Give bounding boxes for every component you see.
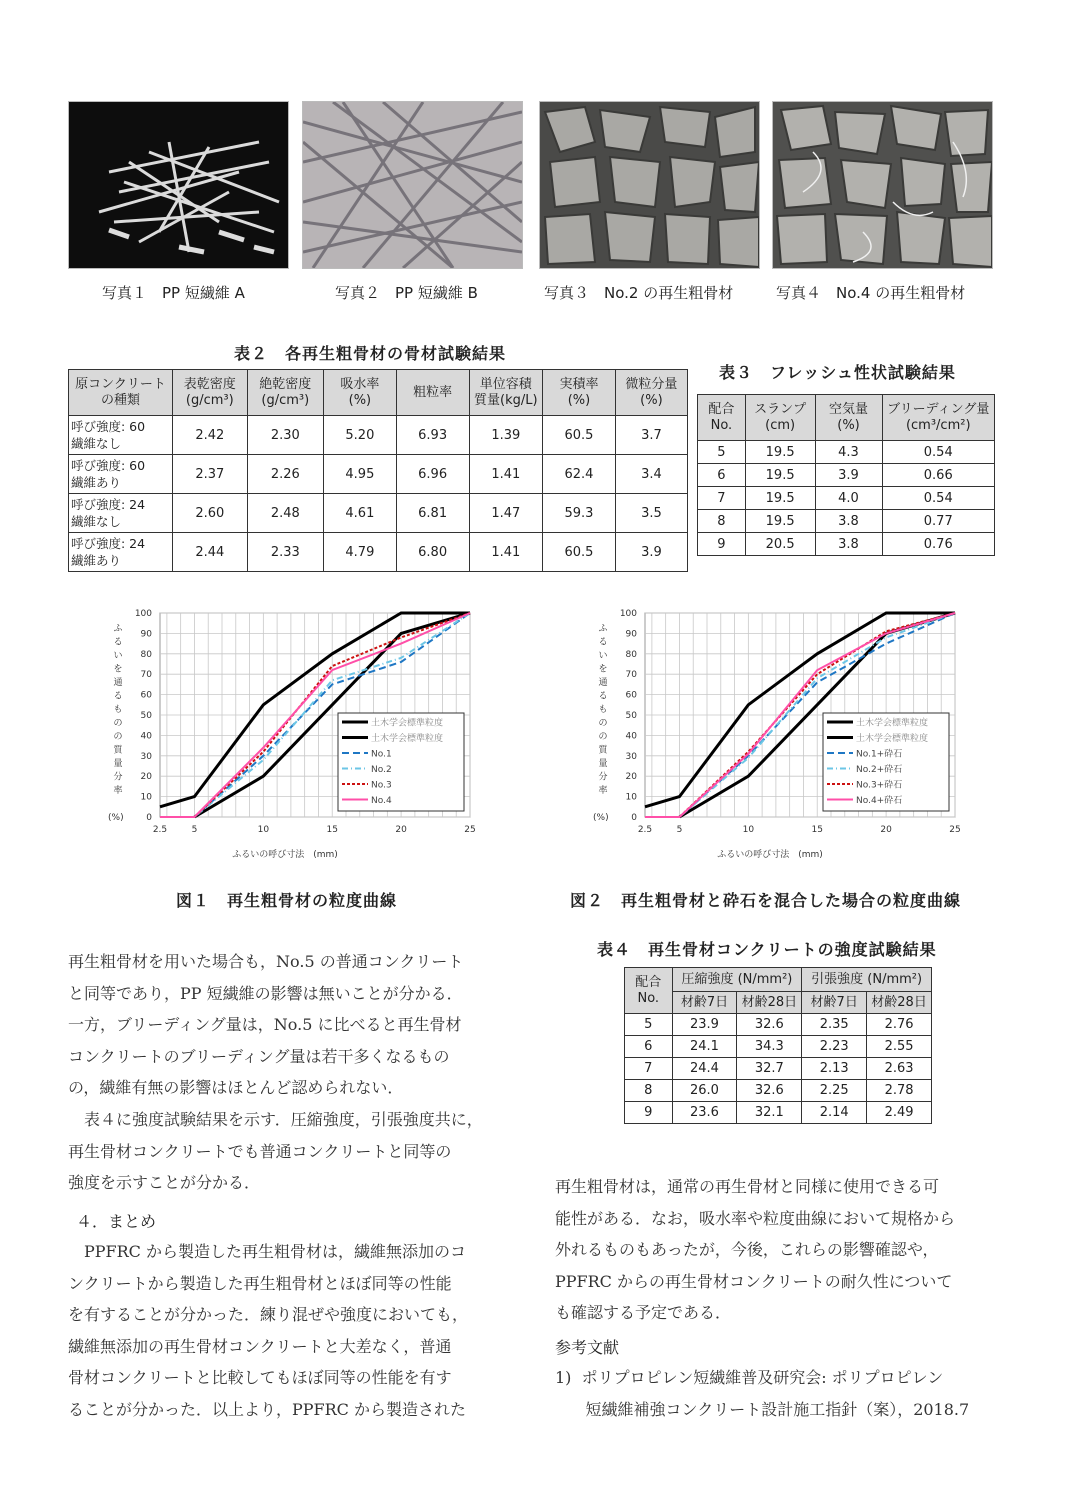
x-tick-label: 10 <box>742 825 755 835</box>
x-tick-label: 20 <box>395 825 407 835</box>
table3-cell: 0.77 <box>882 510 995 533</box>
y-tick-label: 100 <box>619 609 637 619</box>
y-axis-label-char: の <box>598 732 608 742</box>
references-heading: 参考文献 <box>555 1338 620 1357</box>
y-axis-label-char: 量 <box>113 759 123 769</box>
figure2-caption: 図２ 再生粗骨材と砕石を混合した場合の粒度曲線 <box>570 891 962 910</box>
photo-caption-3: 写真３ No.2 の再生粗骨材 <box>544 284 734 302</box>
table-row <box>69 533 688 572</box>
table2-cell: 2.30 <box>247 416 323 455</box>
photo-aggregate-no2 <box>539 101 760 269</box>
table3-cell: 0.76 <box>882 533 995 556</box>
y-tick-label: 50 <box>625 711 637 721</box>
table3-cell: 3.8 <box>815 533 882 556</box>
table3-cell: 19.5 <box>745 510 815 533</box>
x-tick-label: 15 <box>811 825 823 835</box>
table3-cell: 19.5 <box>745 464 815 487</box>
legend-entry: 土木学会標準粒度 <box>856 718 929 729</box>
y-axis-label-char: ふ <box>113 624 123 634</box>
y-tick-label: 40 <box>625 731 637 742</box>
table2-cell: 2.37 <box>172 455 247 494</box>
y-axis-label-char: も <box>598 705 608 715</box>
table2-cell: 59.3 <box>543 494 616 533</box>
table4-cell: 2.14 <box>802 1102 867 1124</box>
table-row <box>69 455 688 494</box>
table4-cell: 32.1 <box>737 1102 802 1124</box>
table4-cell: 26.0 <box>672 1080 737 1102</box>
table3-header-cell: スランプ (cm) <box>745 395 815 441</box>
table3-cell: 4.0 <box>815 487 882 510</box>
y-axis-label-char: る <box>113 637 123 648</box>
table4-cell: 2.55 <box>867 1036 932 1058</box>
table3-cell: 5 <box>698 441 746 464</box>
legend-entry: 土木学会標準粒度 <box>856 734 929 744</box>
photo-pp-fiber-b <box>302 101 523 269</box>
y-axis-label-char: 分 <box>598 772 608 783</box>
table2-cell: 2.48 <box>247 494 323 533</box>
y-tick-label: 70 <box>140 670 152 681</box>
table2-header-cell: 実積率 (%) <box>543 370 616 416</box>
table-row <box>698 441 995 464</box>
table4-cell: 2.49 <box>867 1102 932 1124</box>
x-tick-label: 2.5 <box>637 825 653 835</box>
figure1-caption: 図１ 再生粗骨材の粒度曲線 <box>176 891 398 910</box>
table2-cell: 2.33 <box>247 533 323 572</box>
table3-cell: 4.3 <box>815 441 882 464</box>
table2-header-cell: 絶乾密度 (g/cm³) <box>247 370 323 416</box>
y-axis-label-char: の <box>598 718 608 729</box>
y-tick-label: 100 <box>134 609 152 619</box>
right-paragraph-1: 再生粗骨材は，通常の再生骨材と同様に使用できる可 能性がある．なお，吸水率や粒度曲線において規格から 外れるものもあったが，今後，これらの影響確認や， PPFRC からの再生骨材コンクリートの耐久性について も確認する予定である． <box>555 1177 956 1322</box>
table4 <box>624 967 932 1124</box>
left-paragraph-1: 再生粗骨材を用いた場合も，No.5 の普通コンクリート と同等であり，PP 短繊維の影響は無いことが分かる． 一方，ブリーディング量は，No.5 に比べると再生骨材 コンクリートのブリーディング量は若干多くなるもの の，繊維有無の影響はほとんど認められない． <box>68 952 464 1097</box>
table4-sub-header: 材齢7日 <box>802 992 867 1014</box>
y-unit-label: (%) <box>593 813 609 823</box>
y-tick-label: 70 <box>625 670 637 681</box>
table4-cell: 32.6 <box>737 1080 802 1102</box>
table3-header-cell: ブリーディング量 (cm³/cm²) <box>882 395 995 441</box>
legend-entry: No.1 <box>371 749 392 760</box>
table2-cell: 3.5 <box>615 494 687 533</box>
table2-title: 表２ 各再生粗骨材の骨材試験結果 <box>234 344 507 363</box>
y-axis-label-char: を <box>598 664 608 675</box>
legend-entry: No.1+砕石 <box>856 749 903 760</box>
y-axis-label-char: 通 <box>598 678 608 688</box>
y-axis-label-char: を <box>113 664 123 675</box>
legend-entry: No.2+砕石 <box>856 765 903 775</box>
table-row <box>625 1014 932 1036</box>
table3-cell: 19.5 <box>745 487 815 510</box>
table3-cell: 3.9 <box>815 464 882 487</box>
table2-cell: 60.5 <box>543 533 616 572</box>
table2-cell: 6.93 <box>396 416 469 455</box>
table4-cell: 32.7 <box>737 1058 802 1080</box>
y-tick-label: 20 <box>140 772 152 783</box>
x-tick-label: 2.5 <box>152 825 168 835</box>
table-row <box>698 533 995 556</box>
table4-cell: 7 <box>625 1058 673 1080</box>
y-tick-label: 60 <box>625 690 637 701</box>
y-axis-label-char: る <box>113 691 123 702</box>
table2-header-cell: 単位容積 質量(kg/L) <box>469 370 543 416</box>
table3-cell: 9 <box>698 533 746 556</box>
table4-cell: 9 <box>625 1102 673 1124</box>
y-tick-label: 30 <box>140 751 152 762</box>
table2-cell: 5.20 <box>324 416 397 455</box>
table2-cell: 1.39 <box>469 416 543 455</box>
y-axis-label-char: 分 <box>113 772 123 783</box>
table2-cell: 3.9 <box>615 533 687 572</box>
table2-cell: 4.95 <box>324 455 397 494</box>
table2-header-cell: 吸水率 (%) <box>324 370 397 416</box>
legend-entry: 土木学会標準粒度 <box>371 734 444 744</box>
table4-sub-header: 材齢7日 <box>672 992 737 1014</box>
x-tick-label: 10 <box>257 825 270 835</box>
legend-entry: No.4+砕石 <box>856 796 903 806</box>
table2-cell: 6.96 <box>396 455 469 494</box>
white-fiber-photo-icon <box>69 102 288 268</box>
table4-group-header: 圧縮強度 (N/mm²) <box>672 968 802 992</box>
y-axis-label-char: ふ <box>598 624 608 634</box>
table4-cell: 24.1 <box>672 1036 737 1058</box>
table-row <box>698 487 995 510</box>
table4-cell: 2.23 <box>802 1036 867 1058</box>
y-tick-label: 30 <box>625 751 637 762</box>
table2-cell: 1.41 <box>469 455 543 494</box>
legend-entry: No.2 <box>371 765 392 775</box>
table4-cell: 32.6 <box>737 1014 802 1036</box>
table2-cell: 呼び強度: 60 繊維あり <box>69 455 173 494</box>
table4-cell: 2.35 <box>802 1014 867 1036</box>
table4-cell: 24.4 <box>672 1058 737 1080</box>
y-tick-label: 80 <box>625 649 637 660</box>
y-tick-label: 50 <box>140 711 152 721</box>
table2-cell: 2.26 <box>247 455 323 494</box>
table3-cell: 0.54 <box>882 487 995 510</box>
y-unit-label: (%) <box>108 813 124 823</box>
table2-cell: 2.44 <box>172 533 247 572</box>
gray-fiber-photo-icon <box>303 102 522 268</box>
table-row <box>625 1080 932 1102</box>
y-axis-label-char: る <box>598 637 608 648</box>
table3-header-cell: 配合 No. <box>698 395 746 441</box>
figure1-chart <box>100 600 490 865</box>
table2-cell: 60.5 <box>543 416 616 455</box>
x-axis-label: ふるいの呼び寸法 (mm) <box>717 850 823 860</box>
table3-cell: 8 <box>698 510 746 533</box>
x-tick-label: 15 <box>326 825 338 835</box>
y-axis-label-char: い <box>113 651 123 661</box>
table2-header-cell: 表乾密度 (g/cm³) <box>172 370 247 416</box>
table2-cell: 4.79 <box>324 533 397 572</box>
table3-cell: 19.5 <box>745 441 815 464</box>
legend-entry: No.3 <box>371 780 392 791</box>
y-axis-label-char: 量 <box>598 759 608 769</box>
table4-cell: 23.6 <box>672 1102 737 1124</box>
table4-cell: 2.76 <box>867 1014 932 1036</box>
left-paragraph-3: PPFRC から製造した再生粗骨材は，繊維無添加のコ ンクリートから製造した再生粗骨材とほぼ同等の性能 を有することが分かった．練り混ぜや強度においても， 繊維無添加の再生骨材コンクリートと大差なく，普通 骨材コンクリートと比較してもほぼ同等の性能を有す ることが分かった．以上より，PPFRC から製造された <box>68 1242 469 1419</box>
y-tick-label: 0 <box>146 813 152 823</box>
y-tick-label: 20 <box>625 772 637 783</box>
table3-header-cell: 空気量 (%) <box>815 395 882 441</box>
table4-cell: 6 <box>625 1036 673 1058</box>
table2-cell: 6.80 <box>396 533 469 572</box>
x-axis-label: ふるいの呼び寸法 (mm) <box>232 850 338 860</box>
y-axis-label-char: 質 <box>113 745 123 756</box>
table4-cell: 2.78 <box>867 1080 932 1102</box>
table2-cell: 呼び強度: 60 繊維なし <box>69 416 173 455</box>
y-axis-label-char: い <box>598 651 608 661</box>
table2-cell: 3.7 <box>615 416 687 455</box>
table-row <box>698 464 995 487</box>
table4-cell: 2.63 <box>867 1058 932 1080</box>
legend-entry: No.4 <box>371 796 392 806</box>
table2-cell: 呼び強度: 24 繊維なし <box>69 494 173 533</box>
y-axis-label-char: 質 <box>598 745 608 756</box>
x-tick-label: 5 <box>676 825 683 835</box>
table-row <box>625 1058 932 1080</box>
photo-aggregate-no4 <box>772 101 993 269</box>
table2-cell: 6.81 <box>396 494 469 533</box>
reference-1: 1) ポリプロピレン短繊維普及研究会: ポリプロピレン 短繊維補強コンクリート設計施工指針（案），2018.7 <box>555 1368 970 1419</box>
x-tick-label: 25 <box>949 825 961 835</box>
y-axis-label-char: 通 <box>113 678 123 688</box>
table4-sub-header: 材齢28日 <box>867 992 932 1014</box>
table3-cell: 6 <box>698 464 746 487</box>
table2-header-cell: 粗粒率 <box>396 370 469 416</box>
photo-caption-2: 写真２ PP 短繊維 B <box>335 284 478 302</box>
y-tick-label: 0 <box>631 813 637 823</box>
legend-entry: 土木学会標準粒度 <box>371 718 444 729</box>
table4-cell: 34.3 <box>737 1036 802 1058</box>
table2-cell: 62.4 <box>543 455 616 494</box>
x-tick-label: 25 <box>464 825 476 835</box>
y-axis-label-char: 率 <box>598 786 608 796</box>
table3 <box>697 394 995 556</box>
aggregate-photo-icon <box>540 102 759 268</box>
table2-cell: 2.60 <box>172 494 247 533</box>
table-row <box>69 416 688 455</box>
y-tick-label: 10 <box>140 792 152 803</box>
y-axis-label-char: る <box>598 691 608 702</box>
photo-caption-4: 写真４ No.4 の再生粗骨材 <box>776 284 966 302</box>
table-row <box>625 1036 932 1058</box>
table4-sub-header: 材齢28日 <box>737 992 802 1014</box>
y-axis-label-char: の <box>113 732 123 742</box>
table2-cell: 2.42 <box>172 416 247 455</box>
table3-cell: 0.54 <box>882 441 995 464</box>
table4-title: 表４ 再生骨材コンクリートの強度試験結果 <box>597 940 937 959</box>
table-row <box>625 1102 932 1124</box>
y-axis-label-char: の <box>113 718 123 729</box>
table-row <box>698 510 995 533</box>
table2-cell: 呼び強度: 24 繊維あり <box>69 533 173 572</box>
table4-group-header: 引張強度 (N/mm²) <box>802 968 932 992</box>
table2-cell: 1.47 <box>469 494 543 533</box>
table4-cell: 5 <box>625 1014 673 1036</box>
table4-cell: 2.13 <box>802 1058 867 1080</box>
aggregate-fiber-photo-icon <box>773 102 992 268</box>
x-tick-label: 5 <box>191 825 198 835</box>
table2-cell: 4.61 <box>324 494 397 533</box>
section-heading-summary: ４．まとめ <box>76 1212 157 1231</box>
table3-cell: 7 <box>698 487 746 510</box>
table4-cell: 8 <box>625 1080 673 1102</box>
y-tick-label: 80 <box>140 649 152 660</box>
y-tick-label: 40 <box>140 731 152 742</box>
y-axis-label-char: も <box>113 705 123 715</box>
y-axis-label-char: 率 <box>113 786 123 796</box>
photo-pp-fiber-a <box>68 101 289 269</box>
table4-cell: 23.9 <box>672 1014 737 1036</box>
photo-caption-1: 写真１ PP 短繊維 A <box>102 284 245 302</box>
y-tick-label: 90 <box>625 629 637 640</box>
table2-header-cell: 微粒分量 (%) <box>615 370 687 416</box>
table4-header-cell: 配合 No. <box>625 968 673 1014</box>
figure2-chart <box>585 600 975 865</box>
table3-title: 表３ フレッシュ性状試験結果 <box>719 363 956 382</box>
table2-header-cell: 原コンクリート の種類 <box>69 370 173 416</box>
table4-cell: 2.25 <box>802 1080 867 1102</box>
legend-entry: No.3+砕石 <box>856 780 903 791</box>
y-tick-label: 90 <box>140 629 152 640</box>
table2 <box>68 369 688 572</box>
table3-cell: 3.8 <box>815 510 882 533</box>
table2-cell: 3.4 <box>615 455 687 494</box>
y-tick-label: 60 <box>140 690 152 701</box>
x-tick-label: 20 <box>880 825 892 835</box>
table-row <box>69 494 688 533</box>
y-tick-label: 10 <box>625 792 637 803</box>
table3-cell: 20.5 <box>745 533 815 556</box>
left-paragraph-2: 表４に強度試験結果を示す．圧縮強度，引張強度共に， 再生骨材コンクリートでも普通コンクリートと同等の 強度を示すことが分かる． <box>68 1110 483 1192</box>
table3-cell: 0.66 <box>882 464 995 487</box>
table2-cell: 1.41 <box>469 533 543 572</box>
